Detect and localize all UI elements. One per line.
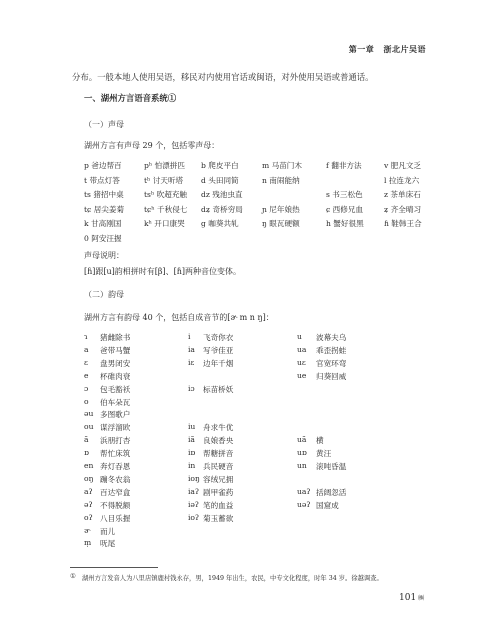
- final-symbol: uã: [297, 435, 307, 445]
- initial-cell: k 甘高刚国: [84, 219, 122, 229]
- final-symbol: uɛ: [297, 357, 306, 367]
- initial-cell: tɕʰ 千秋侵七: [144, 204, 188, 214]
- final-examples: 国窟成: [316, 500, 339, 510]
- final-symbol: ɛ: [84, 357, 88, 367]
- initial-cell: h 蟹好很黑: [326, 219, 364, 229]
- running-header: [343, 44, 426, 55]
- final-examples: 边年千烟: [203, 358, 234, 368]
- final-symbol: ou: [84, 422, 94, 432]
- initials-note-title: 声母说明：: [84, 251, 124, 260]
- footnote-divider: [70, 567, 158, 568]
- final-examples: 浜朋打杏: [100, 436, 131, 446]
- initial-cell: n 南闹能纳: [262, 175, 300, 185]
- final-symbol: ioŋ: [188, 473, 200, 483]
- final-symbol: un: [297, 461, 307, 470]
- final-symbol: ɔ: [84, 383, 89, 393]
- final-symbol: uəʔ: [297, 499, 311, 509]
- final-examples: 括阔忽活: [316, 487, 347, 497]
- final-symbol: aʔ: [84, 486, 93, 496]
- final-examples: 百达窄盒: [100, 487, 131, 497]
- initial-cell: b 爬皮平白: [201, 161, 239, 170]
- initials-heading: （一）声母: [84, 120, 124, 129]
- initial-cell: g 咖葵共轧: [201, 219, 239, 229]
- final-examples: 黄汪: [316, 449, 332, 459]
- initial-cell: t 带点灯答: [84, 175, 120, 185]
- initial-cell: ɦ 鞋韩王合: [384, 219, 422, 229]
- final-symbol: iɛ: [188, 357, 195, 367]
- final-examples: 而儿: [100, 526, 116, 536]
- initial-cell: tsʰ 吹超充触: [144, 190, 188, 200]
- final-symbol: o: [84, 396, 89, 406]
- initial-cell: ɲ 尼年娘热: [262, 204, 300, 214]
- finals-heading: （二）韵母: [84, 290, 124, 299]
- footnote-mark: ①: [70, 573, 76, 580]
- initial-cell: kʰ 开口康哭: [144, 219, 185, 229]
- final-symbol: in: [188, 461, 196, 470]
- final-examples: 帮忙床筑: [100, 449, 131, 459]
- final-examples: 奔灯吞恩: [100, 462, 131, 471]
- final-symbol: əu: [84, 409, 94, 419]
- final-symbol: iɔ: [188, 383, 195, 393]
- final-symbol: i: [188, 332, 191, 341]
- final-examples: 谋浮溜欧: [100, 423, 131, 433]
- initial-cell: tʰ 讨天听塔: [144, 175, 184, 185]
- final-examples: 蹦冬农翁: [100, 474, 131, 484]
- chapter-title: 浙北片吴语: [383, 44, 426, 54]
- final-examples: 兵民硬音: [203, 462, 234, 471]
- final-symbol: ã: [84, 435, 89, 445]
- final-symbol: m̩: [84, 538, 92, 548]
- final-symbol: ue: [297, 370, 307, 380]
- final-symbol: əʔ: [84, 499, 93, 509]
- final-symbol: ua: [297, 344, 307, 354]
- final-examples: 官宽环弯: [316, 358, 347, 368]
- initial-cell: z 茶单床石: [384, 190, 421, 200]
- initial-cell: dʑ 奇桥穷局: [201, 204, 243, 214]
- final-examples: 舟求牛优: [203, 423, 234, 433]
- final-examples: 归葵回威: [316, 371, 347, 381]
- initial-cell: ŋ 眼瓦硬额: [262, 219, 300, 229]
- final-symbol: iã: [188, 435, 195, 445]
- final-examples: 滚吨昏温: [316, 462, 347, 471]
- initial-cell: l 拉连龙六: [384, 175, 420, 185]
- final-symbol: iaʔ: [188, 486, 200, 496]
- initial-cell: d 头田同简: [201, 175, 239, 185]
- initial-cell: v 肥凡文乏: [384, 161, 422, 170]
- final-symbol: ɚ: [84, 525, 91, 535]
- final-examples: 八目乐握: [100, 513, 131, 523]
- final-symbol: iəʔ: [188, 499, 199, 509]
- final-examples: 标苗桥妖: [203, 384, 234, 394]
- initial-cell: ɕ 西修兄血: [326, 204, 364, 214]
- final-symbol: iu: [188, 422, 196, 432]
- final-symbol: en: [84, 461, 94, 470]
- chapter-label: 第一章: [348, 44, 375, 54]
- final-symbol: uɒ: [297, 448, 307, 458]
- final-symbol: iɒ: [188, 448, 196, 458]
- final-examples: 波幕夫乌: [316, 333, 347, 342]
- final-examples: 爸带马蟹: [100, 345, 131, 355]
- initial-cell: 0 阿安汪握: [84, 234, 122, 243]
- initial-cell: ts 猪招中桌: [84, 190, 124, 200]
- final-examples: 飞奇你衣: [203, 333, 234, 342]
- initial-cell: f 翻非方法: [326, 161, 362, 170]
- final-examples: 多图歌户: [100, 410, 131, 420]
- final-examples: 呒尾: [100, 539, 116, 549]
- final-examples: 帮糖拼音: [203, 449, 234, 459]
- final-symbol: e: [84, 370, 89, 380]
- page-number-value: 101: [399, 593, 417, 603]
- initial-cell: tɕ 居尖姜菊: [84, 204, 125, 214]
- section-title: 一、湖州方言语音系统①: [84, 93, 177, 103]
- final-symbol: uaʔ: [297, 486, 311, 496]
- final-symbol: a: [84, 344, 89, 354]
- initial-cell: m 马苗门木: [262, 161, 302, 170]
- initials-note-text: [ɦ]跟[u]韵相拼时有[β]、[ɦ]两种音位变体。: [84, 267, 242, 276]
- footnote-text: 湖州方言发音人为八里店镇鹿村钱永存，男，1949 年出生，农民，中专文化程度，时年 34 岁。徐越调查。: [82, 575, 383, 582]
- final-symbol: ɒ: [84, 448, 89, 458]
- final-examples: 菊玉蓄欲: [203, 513, 234, 523]
- final-examples: 伯车朵瓦: [100, 397, 131, 407]
- final-examples: 良娘香央: [203, 436, 234, 446]
- initial-cell: pʰ 怕漂拼匹: [144, 161, 185, 170]
- final-examples: 写爷佳亚: [203, 345, 234, 355]
- initial-cell: p 爸边帮百: [84, 161, 122, 170]
- final-examples: 容绒兄拥: [203, 474, 234, 484]
- final-examples: 猪雌除书: [100, 333, 131, 342]
- final-symbol: ioʔ: [188, 512, 200, 522]
- final-symbol: u: [297, 332, 302, 341]
- final-examples: 不得脱额: [100, 500, 131, 510]
- initial-cell: ʑ 齐全晴习: [384, 204, 422, 214]
- final-examples: 杯碓肉衰: [100, 371, 131, 381]
- final-symbol: ia: [188, 344, 195, 354]
- intro-paragraph: 分布。一般本地人使用吴语，移民对内使用官话或闽语，对外使用吴语或普通话。: [72, 72, 374, 82]
- final-examples: 笔的血益: [203, 500, 234, 510]
- final-examples: 盘男闭安: [100, 358, 131, 368]
- final-examples: 乖歪拐蛙: [316, 345, 347, 355]
- final-examples: 横: [316, 436, 324, 446]
- initial-cell: s 书三松色: [326, 190, 363, 200]
- finals-lead: 湖州方言有韵母 40 个，包括自成音节的[ɚ m n ŋ]：: [84, 313, 274, 322]
- page-number: [399, 593, 424, 603]
- initials-lead: 湖州方言有声母 29 个，包括零声母：: [84, 141, 220, 150]
- final-symbol: oʔ: [84, 512, 93, 522]
- final-symbol: ɿ: [84, 332, 88, 341]
- initial-cell: dz 残池虫直: [201, 190, 243, 200]
- final-symbol: oŋ: [84, 473, 94, 483]
- page-number-suffix: ㈱: [418, 595, 425, 602]
- final-examples: 包毛豁袄: [100, 384, 131, 394]
- final-examples: 剧甲雀药: [203, 487, 234, 497]
